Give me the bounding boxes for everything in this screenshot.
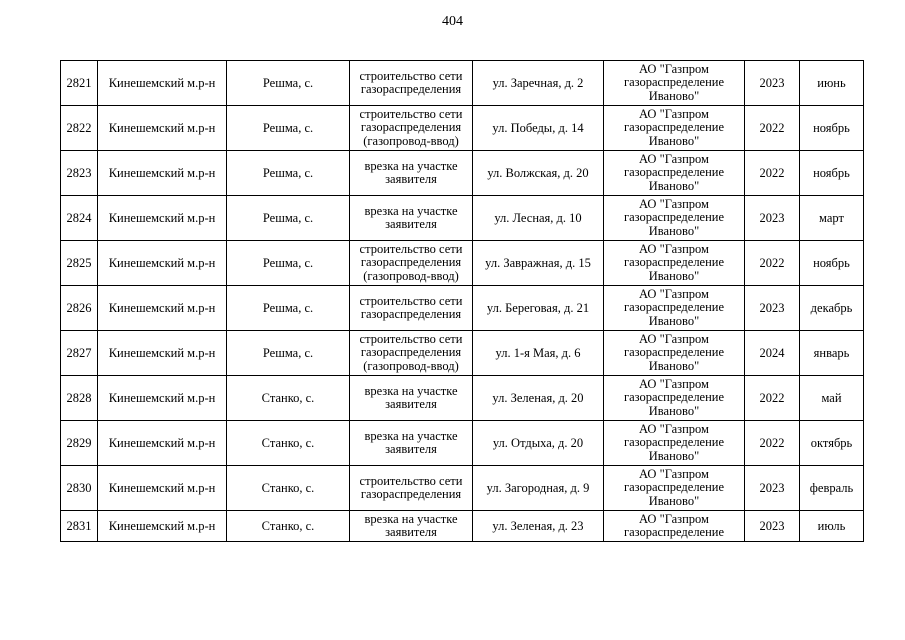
work-type-cell: врезка на участке заявителя <box>350 196 473 241</box>
organization-cell: АО "Газпром газораспределение Иваново" <box>604 331 745 376</box>
address-cell: ул. Береговая, д. 21 <box>473 286 604 331</box>
table-body <box>61 61 864 542</box>
organization-cell: АО "Газпром газораспределение Иваново" <box>604 376 745 421</box>
district-cell: Кинешемский м.р-н <box>98 376 227 421</box>
district-cell: Кинешемский м.р-н <box>98 196 227 241</box>
table-row <box>61 61 864 106</box>
table-row <box>61 421 864 466</box>
year-cell: 2022 <box>745 241 800 286</box>
organization-cell: АО "Газпром газораспределение Иваново" <box>604 466 745 511</box>
row-number-cell: 2826 <box>61 286 98 331</box>
row-number-cell: 2825 <box>61 241 98 286</box>
month-cell: октябрь <box>800 421 864 466</box>
address-cell: ул. Загородная, д. 9 <box>473 466 604 511</box>
address-cell: ул. Отдыха, д. 20 <box>473 421 604 466</box>
month-cell: февраль <box>800 466 864 511</box>
row-number-cell: 2827 <box>61 331 98 376</box>
locality-cell: Решма, с. <box>227 196 350 241</box>
year-cell: 2023 <box>745 61 800 106</box>
page-number: 404 <box>442 14 463 29</box>
district-cell: Кинешемский м.р-н <box>98 511 227 542</box>
organization-cell: АО "Газпром газораспределение Иваново" <box>604 286 745 331</box>
work-type-cell: врезка на участке заявителя <box>350 421 473 466</box>
locality-cell: Решма, с. <box>227 151 350 196</box>
address-cell: ул. Зеленая, д. 20 <box>473 376 604 421</box>
row-number-cell: 2822 <box>61 106 98 151</box>
row-number-cell: 2821 <box>61 61 98 106</box>
organization-cell: АО "Газпром газораспределение Иваново" <box>604 241 745 286</box>
row-number-cell: 2823 <box>61 151 98 196</box>
work-type-cell: строительство сети газораспределения <box>350 466 473 511</box>
month-cell: ноябрь <box>800 106 864 151</box>
work-type-cell: врезка на участке заявителя <box>350 376 473 421</box>
table-row <box>61 511 864 542</box>
table-row <box>61 466 864 511</box>
work-type-cell: врезка на участке заявителя <box>350 151 473 196</box>
organization-cell: АО "Газпром газораспределение Иваново" <box>604 421 745 466</box>
year-cell: 2023 <box>745 466 800 511</box>
district-cell: Кинешемский м.р-н <box>98 61 227 106</box>
row-number-cell: 2831 <box>61 511 98 542</box>
locality-cell: Решма, с. <box>227 331 350 376</box>
work-type-cell: врезка на участке заявителя <box>350 511 473 542</box>
organization-cell: АО "Газпром газораспределение <box>604 511 745 542</box>
year-cell: 2023 <box>745 286 800 331</box>
locality-cell: Станко, с. <box>227 421 350 466</box>
district-cell: Кинешемский м.р-н <box>98 151 227 196</box>
organization-cell: АО "Газпром газораспределение Иваново" <box>604 151 745 196</box>
month-cell: декабрь <box>800 286 864 331</box>
address-cell: ул. Волжская, д. 20 <box>473 151 604 196</box>
year-cell: 2022 <box>745 376 800 421</box>
locality-cell: Решма, с. <box>227 106 350 151</box>
table-row <box>61 241 864 286</box>
address-cell: ул. Заречная, д. 2 <box>473 61 604 106</box>
address-cell: ул. 1-я Мая, д. 6 <box>473 331 604 376</box>
table-row <box>61 286 864 331</box>
row-number-cell: 2824 <box>61 196 98 241</box>
month-cell: ноябрь <box>800 151 864 196</box>
row-number-cell: 2830 <box>61 466 98 511</box>
locality-cell: Решма, с. <box>227 286 350 331</box>
row-number-cell: 2828 <box>61 376 98 421</box>
year-cell: 2024 <box>745 331 800 376</box>
table-row <box>61 151 864 196</box>
district-cell: Кинешемский м.р-н <box>98 421 227 466</box>
locality-cell: Станко, с. <box>227 511 350 542</box>
year-cell: 2022 <box>745 106 800 151</box>
district-cell: Кинешемский м.р-н <box>98 106 227 151</box>
organization-cell: АО "Газпром газораспределение Иваново" <box>604 61 745 106</box>
month-cell: июнь <box>800 61 864 106</box>
month-cell: ноябрь <box>800 241 864 286</box>
year-cell: 2023 <box>745 196 800 241</box>
district-cell: Кинешемский м.р-н <box>98 286 227 331</box>
address-cell: ул. Зеленая, д. 23 <box>473 511 604 542</box>
table-row <box>61 376 864 421</box>
row-number-cell: 2829 <box>61 421 98 466</box>
address-cell: ул. Завражная, д. 15 <box>473 241 604 286</box>
district-cell: Кинешемский м.р-н <box>98 331 227 376</box>
address-cell: ул. Победы, д. 14 <box>473 106 604 151</box>
gasification-table <box>60 60 864 542</box>
organization-cell: АО "Газпром газораспределение Иваново" <box>604 196 745 241</box>
month-cell: май <box>800 376 864 421</box>
work-type-cell: строительство сети газораспределения (газопровод-ввод) <box>350 331 473 376</box>
year-cell: 2022 <box>745 151 800 196</box>
work-type-cell: строительство сети газораспределения (газопровод-ввод) <box>350 106 473 151</box>
year-cell: 2022 <box>745 421 800 466</box>
locality-cell: Решма, с. <box>227 61 350 106</box>
locality-cell: Станко, с. <box>227 376 350 421</box>
month-cell: март <box>800 196 864 241</box>
organization-cell: АО "Газпром газораспределение Иваново" <box>604 106 745 151</box>
work-type-cell: строительство сети газораспределения <box>350 61 473 106</box>
address-cell: ул. Лесная, д. 10 <box>473 196 604 241</box>
district-cell: Кинешемский м.р-н <box>98 241 227 286</box>
year-cell: 2023 <box>745 511 800 542</box>
table-row <box>61 106 864 151</box>
locality-cell: Станко, с. <box>227 466 350 511</box>
month-cell: июль <box>800 511 864 542</box>
month-cell: январь <box>800 331 864 376</box>
locality-cell: Решма, с. <box>227 241 350 286</box>
table-row <box>61 331 864 376</box>
work-type-cell: строительство сети газораспределения <box>350 286 473 331</box>
table-row <box>61 196 864 241</box>
district-cell: Кинешемский м.р-н <box>98 466 227 511</box>
work-type-cell: строительство сети газораспределения (газопровод-ввод) <box>350 241 473 286</box>
